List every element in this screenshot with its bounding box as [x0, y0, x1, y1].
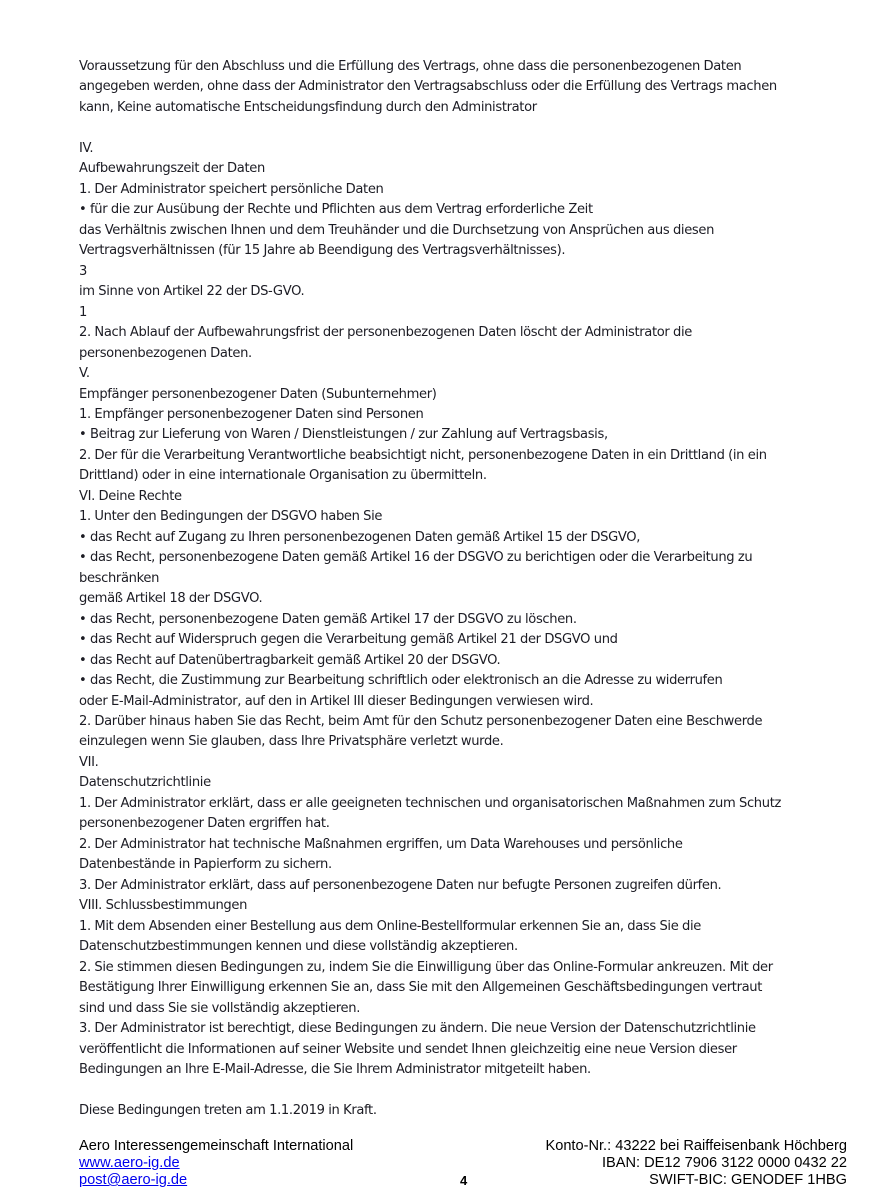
page-number: 4 [460, 1173, 468, 1188]
text-line: 3. Der Administrator erklärt, dass auf personenbezogene Daten nur befugte Personen zugreifen dürfen. [79, 877, 722, 893]
footer-swift: SWIFT-BIC: GENODEF 1HBG [649, 1172, 847, 1188]
page-footer [0, 1138, 895, 1198]
text-line: IV. [79, 140, 94, 156]
footer-account: Konto-Nr.: 43222 bei Raiffeisenbank Höchberg [545, 1138, 847, 1154]
text-line: oder E-Mail-Administrator, auf den in Artikel III dieser Bedingungen verwiesen wird. [79, 693, 594, 709]
text-line: Bestätigung Ihrer Einwilligung erkennen Sie an, dass Sie mit den Allgemeinen Geschäftsbedingungen vertraut [79, 980, 763, 996]
text-line: sind und dass Sie sie vollständig akzeptieren. [79, 1000, 361, 1016]
text-line: • das Recht auf Zugang zu Ihren personenbezogenen Daten gemäß Artikel 15 der DSGVO, [79, 529, 641, 545]
text-line: 2. Nach Ablauf der Aufbewahrungsfrist der personenbezogenen Daten löscht der Administrator die [79, 325, 693, 341]
footer-bank-details [545, 1138, 847, 1189]
website-link[interactable]: www.aero-ig.de [79, 1155, 180, 1171]
text-line: gemäß Artikel 18 der DSGVO. [79, 591, 263, 607]
blank-line [79, 1080, 859, 1100]
text-line: • das Recht auf Datenübertragbarkeit gemäß Artikel 20 der DSGVO. [79, 652, 501, 668]
text-line: • das Recht, personenbezogene Daten gemäß Artikel 16 der DSGVO zu berichtigen oder die Verarbeitung zu [79, 550, 753, 566]
text-line: 1. Empfänger personenbezogener Daten sind Personen [79, 406, 424, 422]
text-line: beschränken [79, 570, 160, 586]
text-line: Datenschutzbestimmungen kennen und diese vollständig akzeptieren. [79, 939, 518, 955]
text-line: 1. Mit dem Absenden einer Bestellung aus dem Online-Bestellformular erkennen Sie an, dass Sie die [79, 918, 701, 934]
blank-line [79, 118, 859, 138]
text-line: 2. Der Administrator hat technische Maßnahmen ergriffen, um Data Warehouses und persönliche [79, 836, 683, 852]
text-line: Aufbewahrungszeit der Daten [79, 161, 265, 177]
text-line: das Verhältnis zwischen Ihnen und dem Treuhänder und die Durchsetzung von Ansprüchen aus diesen [79, 222, 715, 238]
footer-organization: Aero Interessengemeinschaft International [79, 1138, 354, 1154]
text-line: • für die zur Ausübung der Rechte und Pflichten aus dem Vertrag erforderliche Zeit [79, 202, 593, 218]
text-line: VII. [79, 754, 99, 770]
text-line: Vertragsverhältnissen (für 15 Jahre ab Beendigung des Vertragsverhältnisses). [79, 243, 566, 259]
email-link[interactable]: post@aero-ig.de [79, 1172, 188, 1188]
text-line: 1. Der Administrator speichert persönliche Daten [79, 181, 384, 197]
text-line: einzulegen wenn Sie glauben, dass Ihre Privatsphäre verletzt wurde. [79, 734, 504, 750]
text-line: Datenschutzrichtlinie [79, 775, 211, 791]
text-line: Drittland) oder in eine internationale Organisation zu übermitteln. [79, 468, 487, 484]
document-body [79, 57, 859, 1121]
text-line: personenbezogenen Daten. [79, 345, 252, 361]
text-line: 2. Darüber hinaus haben Sie das Recht, beim Amt für den Schutz personenbezogener Daten eine Beschwerde [79, 714, 763, 729]
text-line: Datenbestände in Papierform zu sichern. [79, 857, 332, 873]
text-line: • das Recht, personenbezogene Daten gemäß Artikel 17 der DSGVO zu löschen. [79, 611, 577, 627]
footer-contact [79, 1138, 353, 1189]
text-line: • Beitrag zur Lieferung von Waren / Dienstleistungen / zur Zahlung auf Vertragsbasis, [79, 427, 608, 443]
text-line: Empfänger personenbezogener Daten (Subunternehmer) [79, 386, 437, 402]
text-line: personenbezogener Daten ergriffen hat. [79, 816, 330, 832]
text-line: VIII. Schlussbestimmungen [79, 898, 248, 914]
text-line: 1. Der Administrator erklärt, dass er alle geeigneten technischen und organisatorischen Maßnahmen zum Schutz [79, 795, 781, 811]
text-line: 2. Der für die Verarbeitung Verantwortliche beabsichtigt nicht, personenbezogene Daten in ein Drittland (in ein [79, 447, 767, 463]
text-line: kann, Keine automatische Entscheidungsfindung durch den Administrator [79, 99, 537, 115]
text-line: Diese Bedingungen treten am 1.1.2019 in Kraft. [79, 1102, 377, 1118]
text-line: Voraussetzung für den Abschluss und die Erfüllung des Vertrags, ohne dass die personenbezogenen Daten [79, 59, 742, 74]
text-line: • das Recht, die Zustimmung zur Bearbeitung schriftlich oder elektronisch an die Adresse zu widerrufen [79, 673, 723, 689]
text-line: 3. Der Administrator ist berechtigt, diese Bedingungen zu ändern. Die neue Version der Datenschutzrichtlinie [79, 1021, 756, 1037]
text-line: Bedingungen an Ihre E-Mail-Adresse, die Sie Ihrem Administrator mitgeteilt haben. [79, 1061, 591, 1077]
text-line: VI. Deine Rechte [79, 488, 182, 504]
text-line: im Sinne von Artikel 22 der DS-GVO. [79, 284, 305, 300]
text-line: 3 [79, 263, 87, 279]
text-line: • das Recht auf Widerspruch gegen die Verarbeitung gemäß Artikel 21 der DSGVO und [79, 632, 618, 648]
text-line: 2. Sie stimmen diesen Bedingungen zu, indem Sie die Einwilligung über das Online-Formular ankreuzen. Mit der [79, 959, 773, 975]
text-line: V. [79, 366, 90, 382]
text-line: veröffentlicht die Informationen auf seiner Website und sendet Ihnen gleichzeitig eine neue Version dieser [79, 1041, 737, 1057]
footer-iban: IBAN: DE12 7906 3122 0000 0432 22 [601, 1155, 847, 1171]
text-line: angegeben werden, ohne dass der Administrator den Vertragsabschluss oder die Erfüllung des Vertrags machen [79, 79, 777, 95]
text-line: 1 [79, 304, 87, 320]
text-line: 1. Unter den Bedingungen der DSGVO haben Sie [79, 509, 383, 525]
